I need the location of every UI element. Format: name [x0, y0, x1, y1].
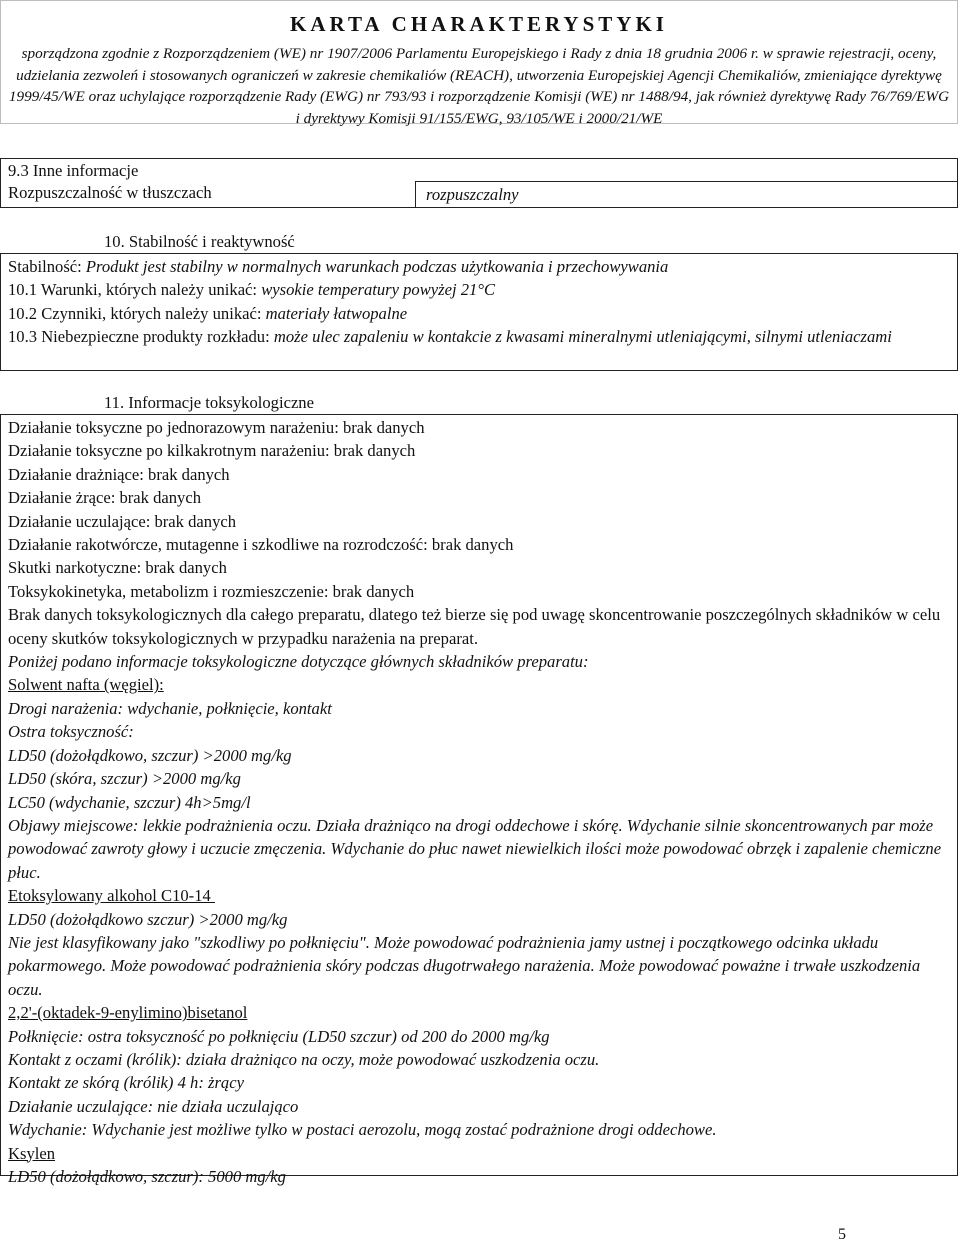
incompatible-materials-label: 10.2 Czynniki, których należy unikać: [8, 303, 266, 323]
component-paragraph: Nie jest klasyfikowany jako "szkodliwy po połknięciu". Może powodować podrażnienia jamy ustnej i początkowego odcinka układu pokarmowego. Może powodować podrażnienia skóry podczas długotrwałego narażenia. Może powodować poważne i trwałe uszkodzenia oczu. [8, 932, 921, 999]
stability-value: Produkt jest stabilny w normalnych warunkach podczas użytkowania i przechowywania [85, 257, 669, 276]
document-title: KARTA CHARAKTERYSTYKI [290, 12, 668, 36]
component-name: Ksylen [8, 1143, 56, 1163]
mixture-note: Brak danych toksykologicznych dla całego preparatu, dlatego też bierze się pod uwagę skoncentrowanie poszczególnych składników w celu oceny skutków toksykologicznych w przypadku narażenia na preparat. [8, 605, 941, 648]
page-number: 5 [838, 1226, 846, 1243]
component-name: Solwent nafta (węgiel): [8, 675, 164, 695]
section-11-box [0, 414, 958, 1186]
tox-line: Skutki narkotyczne: brak danych [8, 558, 227, 578]
incompatible-materials-value: materiały łatwopalne [265, 303, 408, 323]
component-detail: Połknięcie: ostra toksyczność po połknięciu (LD50 szczur) od 200 do 2000 mg/kg [8, 1026, 550, 1046]
section-9-3-heading: 9.3 Inne informacje [8, 161, 139, 180]
fat-solubility-value-cell [415, 181, 958, 208]
component-detail: LD50 (skóra, szczur) >2000 mg/kg [8, 769, 241, 789]
conditions-to-avoid-value: wysokie temperatury powyżej 21°C [261, 280, 496, 300]
document-header [0, 0, 958, 127]
component-detail: Ostra toksyczność: [8, 722, 134, 742]
component-detail: LD50 (dożołądkowo, szczur) >2000 mg/kg [8, 745, 292, 765]
decomposition-products-value: może ulec zapaleniu w kontakcie z kwasami mineralnymi utleniającymi, silnymi utleniaczami [273, 327, 892, 347]
fat-solubility-label: Rozpuszczalność w tłuszczach [8, 183, 212, 202]
component-detail: LC50 (wdychanie, szczur) 4h>5mg/l [8, 792, 251, 812]
tox-line: Działanie toksyczne po kilkakrotnym narażeniu: brak danych [8, 441, 416, 461]
tox-line: Działanie żrące: brak danych [8, 488, 202, 508]
tox-line: Toksykokinetyka, metabolizm i rozmieszczenie: brak danych [8, 581, 415, 601]
tox-line: Działanie uczulające: brak danych [8, 511, 237, 531]
section-10-box [0, 253, 958, 371]
incompatible-materials-line [1, 302, 957, 325]
section-10-title: 10. Stabilność i reaktywność [104, 232, 295, 251]
stability-label: Stabilność: [8, 257, 86, 276]
component-detail: Kontakt z oczami (królik): działa drażniąco na oczy, może powodować uszkodzenia oczu. [8, 1049, 600, 1069]
regulation-reference: sporządzona zgodnie z Rozporządzeniem (WE) nr 1907/2006 Parlamentu Europejskiego i Rady z dnia 18 grudnia 2006 r. w sprawie rejestracji, oceny, udzielania zezwoleń i stosowanych ograniczeń w zakresie chemikaliów (REACH), utworzenia Europejskiej Agencji Chemikaliów, zmieniające dyrektywę 1999/45/WE oraz uchylające rozporządzenie Rady (EWG) nr 793/93 i rozporządzenie Komisji (WE) nr 1488/94, jak również dyrektywę Rady 76/769/EWG i dyrektywy Komisji 91/155/EWG, 93/105/WE i 2000/21/WE [8, 45, 950, 127]
stability-line [1, 255, 957, 278]
component-detail: Drogi narażenia: wdychanie, połknięcie, kontakt [8, 698, 332, 718]
component-name: 2,2'-(oktadek-9-enylimino)bisetanol [8, 1003, 248, 1023]
component-detail: Wdychanie: Wdychanie jest możliwe tylko w postaci aerozolu, mogą zostać podrażnione drogi oddechowe. [8, 1120, 717, 1140]
component-detail: LD50 (dożołądkowo, szczur): 5000 mg/kg [8, 1167, 286, 1186]
tox-line: Działanie drażniące: brak danych [8, 464, 230, 484]
conditions-to-avoid-label: 10.1 Warunki, których należy unikać: [8, 280, 262, 300]
conditions-to-avoid-line [1, 278, 957, 301]
component-detail: Kontakt ze skórą (królik) 4 h: żrący [8, 1073, 244, 1093]
components-intro: Poniżej podano informacje toksykologiczne dotyczące głównych składników preparatu: [8, 652, 589, 672]
component-name: Etoksylowany alkohol C10-14 [8, 886, 215, 906]
section-11-title: 11. Informacje toksykologiczne [104, 393, 314, 412]
component-detail: Działanie uczulające: nie działa uczulająco [8, 1096, 299, 1116]
tox-line: Działanie toksyczne po jednorazowym narażeniu: brak danych [8, 418, 425, 437]
component-paragraph: Objawy miejscowe: lekkie podrażnienia oczu. Działa drażniąco na drogi oddechowe i skórę. Wdychanie silnie skoncentrowanych par może powodować zawroty głowy i uczucie zmęczenia. Wdychanie do płuc nawet niewielkich ilości może powodować obrzęk i zapalenie chemiczne płuc. [8, 815, 942, 882]
decomposition-products-label: 10.3 Niebezpieczne produkty rozkładu: [8, 327, 274, 347]
tox-line: Działanie rakotwórcze, mutagenne i szkodliwe na rozrodczość: brak danych [8, 535, 514, 555]
component-detail: LD50 (dożołądkowo szczur) >2000 mg/kg [8, 909, 288, 929]
fat-solubility-label-cell [0, 181, 415, 208]
decomposition-products-line [1, 325, 957, 348]
fat-solubility-value: rozpuszczalny [426, 185, 519, 204]
